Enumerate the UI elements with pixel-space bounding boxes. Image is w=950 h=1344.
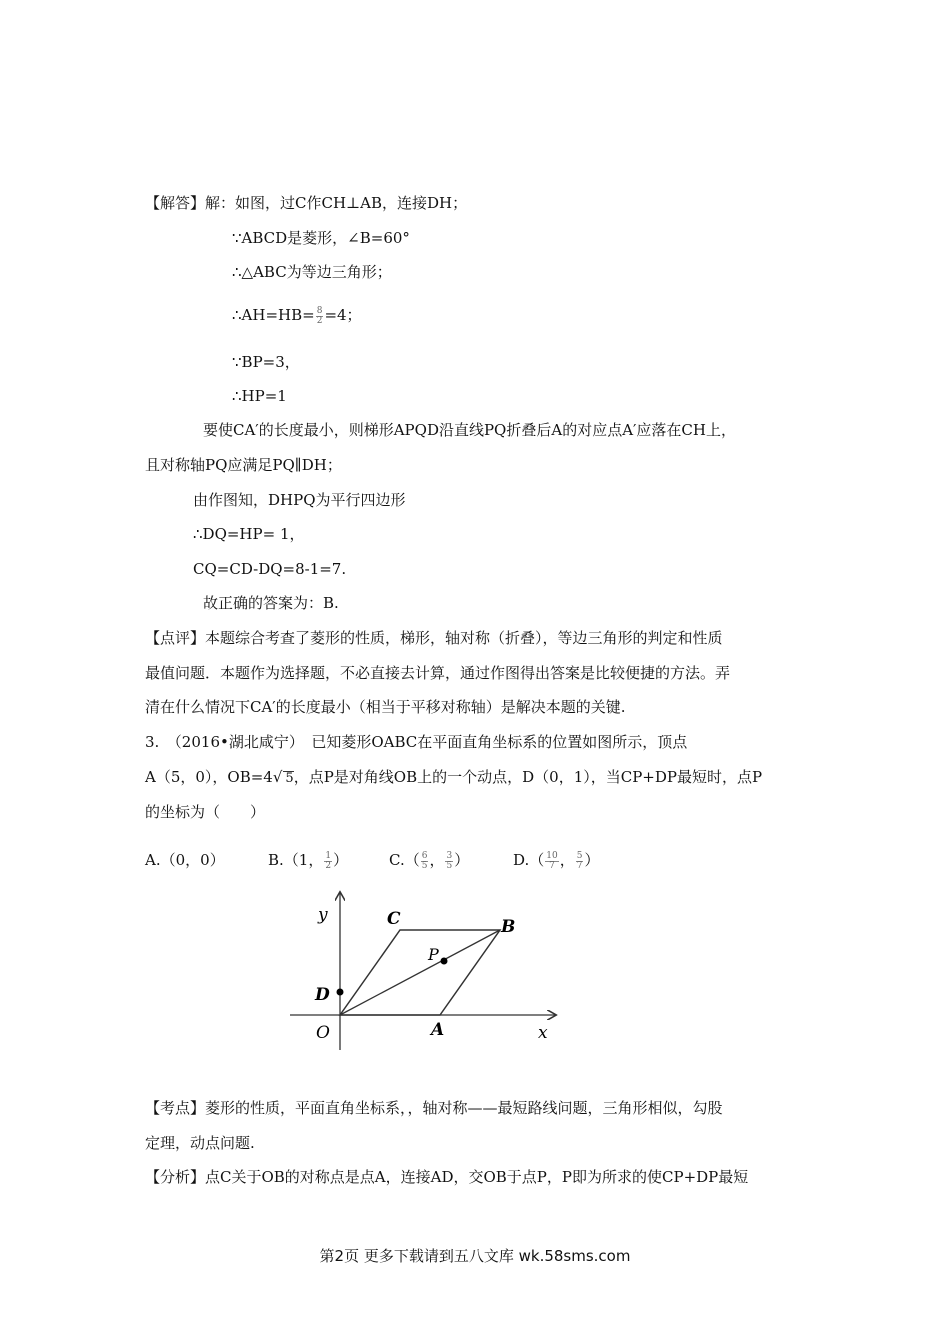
solution-line-11: CQ=CD-DQ=8-1=7. (193, 560, 347, 578)
diagonal-ob (340, 930, 500, 1015)
sqrt-radicand: 5 (285, 771, 294, 786)
ah-hb-prefix: ∴AH=HB= (232, 306, 315, 324)
comment-line-1: 【点评】本题综合考查了菱形的性质，梯形，轴对称（折叠），等边三角形的判定和性质 (145, 629, 723, 647)
comment-line-3: 清在什么情况下CA′的长度最小（相当于平移对称轴）是解决本题的关键. (145, 698, 626, 716)
solution-line-2: ∵ABCD是菱形，∠B=60° (232, 229, 410, 247)
option-c-separator: ， (429, 851, 445, 869)
option-d-suffix: ） (584, 851, 600, 869)
fraction-denominator: 5 (446, 860, 453, 871)
option-d (513, 850, 599, 871)
option-c-fraction-2 (445, 852, 453, 871)
option-c-fraction-1 (421, 852, 429, 871)
label-y: y (318, 905, 328, 925)
option-d-fraction-2 (576, 852, 584, 871)
fraction-numerator: 6 (421, 850, 428, 861)
solution-line-5: ∵BP=3， (232, 353, 300, 371)
fraction-numerator: 10 (546, 850, 558, 861)
fraction-denominator: 5 (421, 860, 428, 871)
option-b (268, 850, 348, 871)
fraction-numerator: 5 (576, 850, 583, 861)
ah-hb-suffix: =4； (324, 306, 362, 324)
label-a: A (431, 1020, 445, 1040)
fraction-denominator: 2 (316, 315, 323, 326)
point-d (337, 989, 344, 996)
fraction-denominator: 2 (325, 860, 332, 871)
solution-line-12: 故正确的答案为：B. (203, 594, 339, 612)
fraction-denominator: 7 (549, 860, 555, 871)
solution-line-8: 且对称轴PQ应满足PQ∥DH； (145, 456, 342, 474)
option-b-fraction (324, 852, 332, 871)
solution-line-10: ∴DQ=HP= 1， (193, 525, 305, 543)
label-d: D (315, 985, 330, 1005)
solution-line-6: ∴HP=1 (232, 387, 287, 405)
kaodian-line-1: 【考点】菱形的性质，平面直角坐标系，，轴对称——最短路线问题，三角形相似，勾股 (145, 1099, 723, 1117)
comment-line-2: 最值问题．本题作为选择题，不必直接去计算，通过作图得出答案是比较便捷的方法。弄 (145, 664, 731, 682)
solution-line-1: 【解答】解：如图，过C作CH⊥AB，连接DH； (145, 194, 468, 212)
label-p: P (428, 945, 439, 964)
question3-line-1: 3. （2016•湖北咸宁） 已知菱形OABC在平面直角坐标系的位置如图所示，顶点 (145, 733, 688, 751)
option-d-prefix: D.（ (513, 851, 545, 869)
label-o: O (316, 1023, 330, 1043)
fenxi-line-1: 【分析】点C关于OB的对称点是点A，连接AD，交OB于点P，P即为所求的使CP+DP最短 (145, 1168, 749, 1186)
question3-line-2 (145, 767, 762, 787)
option-b-prefix: B.（1， (268, 851, 324, 869)
sqrt-symbol: √ (272, 768, 283, 786)
option-d-separator: ， (559, 851, 575, 869)
point-p (441, 958, 448, 965)
page-footer: 第2页 更多下载请到五八文库 wk.58sms.com (319, 1247, 631, 1265)
solution-line-3: ∴△ABC为等边三角形； (232, 263, 392, 281)
question3-line2-prefix: A（5，0），OB=4 (145, 768, 273, 786)
question3-line2-suffix: ，点P是对角线OB上的一个动点，D（0，1），当CP+DP最短时，点P (293, 768, 763, 786)
option-b-suffix: ） (333, 851, 349, 869)
fraction-numerator: 1 (325, 850, 332, 861)
option-c (389, 850, 469, 871)
fraction-numerator: 8 (316, 305, 323, 316)
label-c: C (387, 909, 401, 929)
fraction-numerator: 3 (446, 850, 453, 861)
option-c-suffix: ） (454, 851, 470, 869)
kaodian-line-2: 定理，动点问题. (145, 1134, 255, 1152)
option-d-fraction-1 (545, 852, 558, 871)
solution-line-7: 要使CA′的长度最小，则梯形APQD沿直线PQ折叠后A的对应点A′应落在CH上， (203, 421, 736, 439)
question3-line-3: 的坐标为（ ） (145, 803, 266, 821)
label-x: x (538, 1023, 548, 1043)
label-b: B (501, 917, 516, 937)
fraction-denominator: 7 (576, 860, 583, 871)
fraction-8-over-2 (316, 307, 324, 326)
option-c-prefix: C.（ (389, 851, 420, 869)
solution-line-4 (232, 305, 362, 326)
option-a: A.（0，0） (145, 851, 225, 869)
solution-line-9: 由作图知，DHPQ为平行四边形 (193, 491, 406, 509)
rhombus-figure (290, 890, 560, 1050)
